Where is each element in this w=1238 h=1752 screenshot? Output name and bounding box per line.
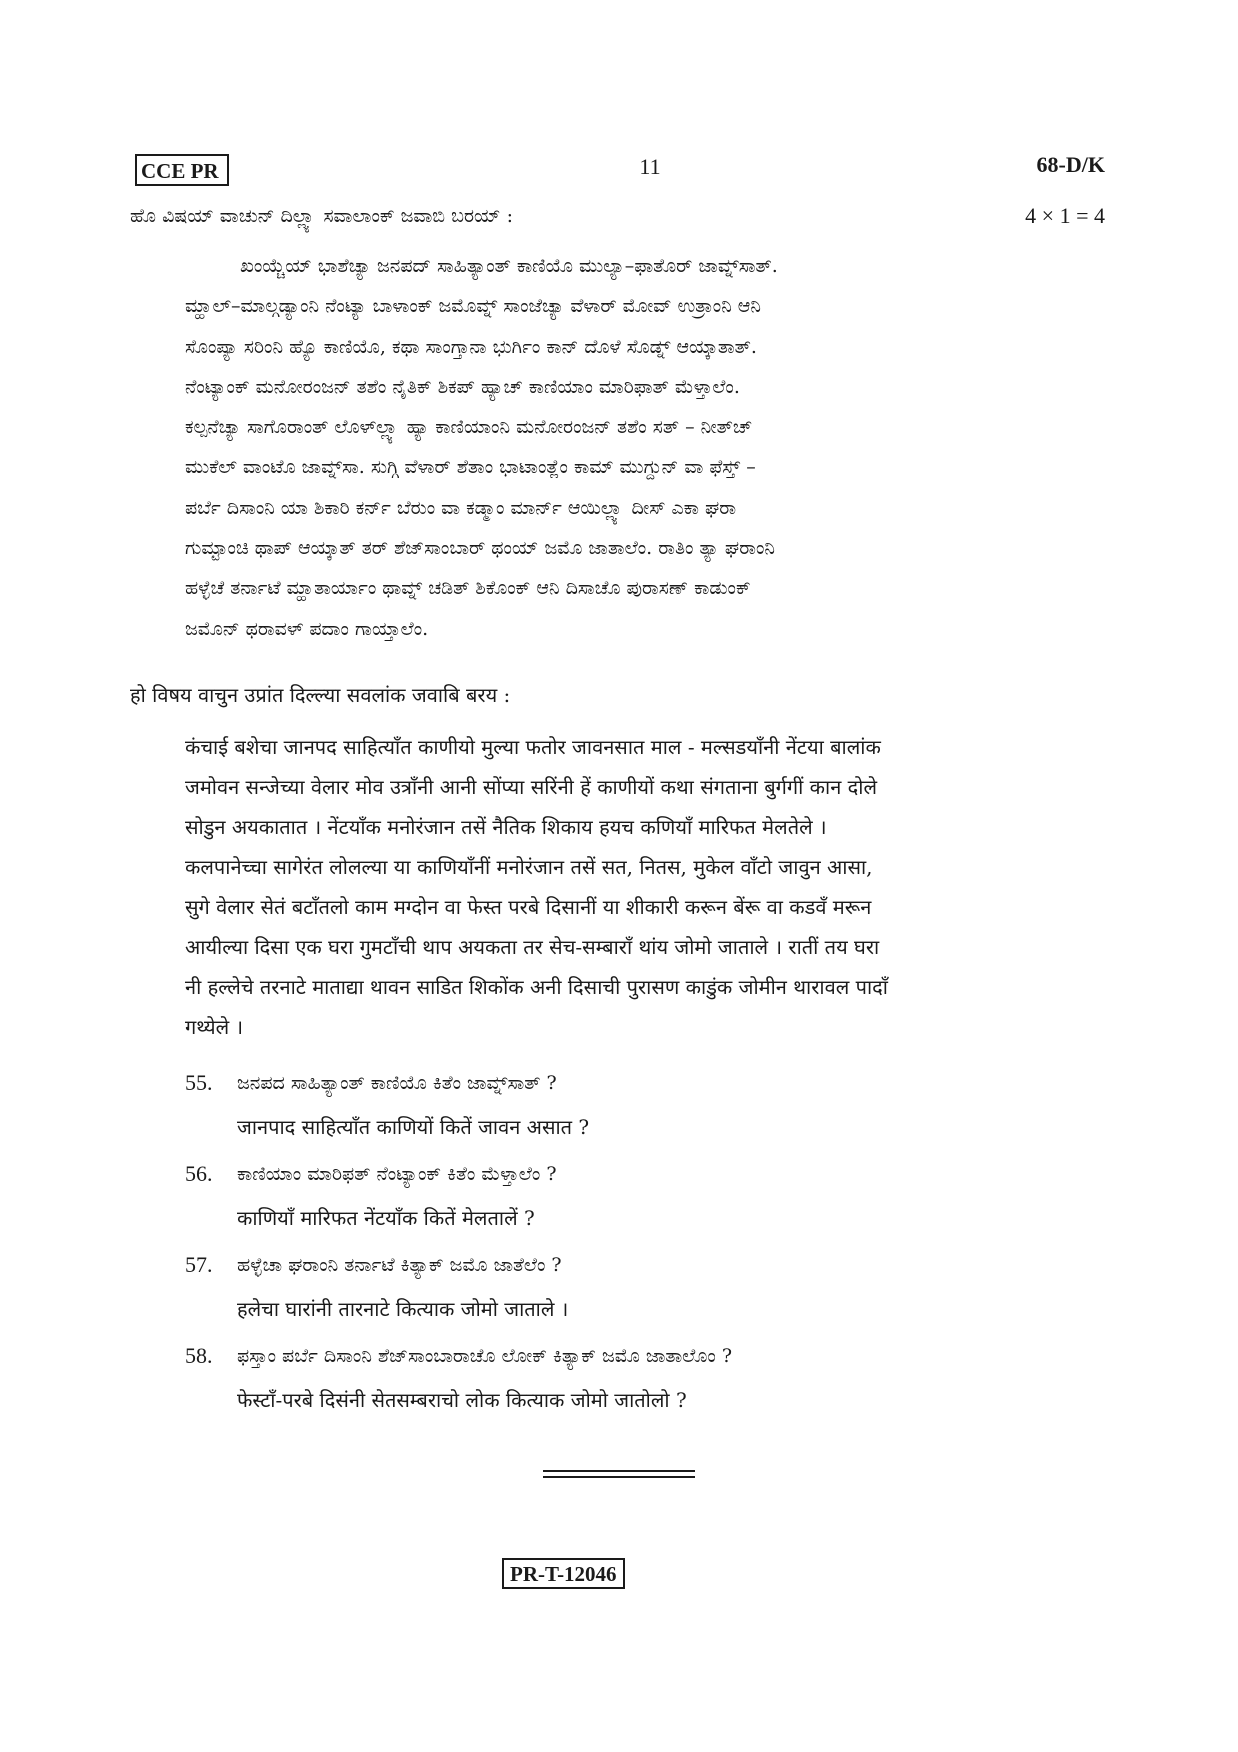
question-text-kannada: ಜನಪದ ಸಾಹಿತ್ಯಾಂತ್ ಕಾಣಿಯೊ ಕಿತೆಂ ಜಾವ್ನ್‌ಸಾತ್ ? [237, 1072, 557, 1094]
question-56 [185, 1155, 1105, 1246]
passage-line: ಮುಕೆಲ್ ವಾಂಟೊ ಜಾವ್ನ್‌ಸಾ. ಸುಗ್ಗಿ ವೆಳಾರ್ ಶೆತಾಂ ಭಾಟಾಂತ್ಲೆಂ ಕಾಮ್ ಮುಗ್ದುನ್ ವಾ ಫೆಸ್ತ್ – [185, 456, 756, 479]
question-text-devanagari: हलेचा घारांनी तारनाटे कित्याक जोमो जाताले । [237, 1297, 569, 1321]
passage-line: आयील्या दिसा एक घरा गुमटॉंची थाप अयकता तर सेच-सम्बारॉं थांय जोमो जाताले । रातीं तय घरा [185, 935, 880, 959]
question-text-devanagari: काणियॉं मारिफत नेंटयॉंक कितें मेलतालें ? [237, 1206, 535, 1230]
instruction-row [130, 200, 1105, 234]
section-end-divider [543, 1470, 695, 1478]
passage-line: सोडुन अयकातात । नेंटयॉंक मनोरंजान तसें नैतिक शिकाय हयच कणियॉं मारिफत मेलतेले । [185, 815, 827, 839]
passage-devanagari [185, 727, 1105, 1047]
question-number: 58. [185, 1343, 213, 1368]
question-text-devanagari: फेस्टॉं-परबे दिसंनी सेतसम्बराचो लोक कित्याक जोमो जातोलो ? [237, 1388, 687, 1412]
footer-code-badge: PR-T-12046 [502, 1558, 625, 1589]
paper-code: 68-D/K [1036, 152, 1105, 177]
passage-line: ಕಲ್ಪನೆಚ್ಯಾ ಸಾಗೊರಾಂತ್ ಲೊಳ್‌ಲ್ಲ್ಯಾ ಹ್ಯಾ ಕಾಣಿಯಾಂನಿ ಮನೋರಂಜನ್ ತಶೆಂ ಸತ್ – ನೀತ್‌ಚ್ [185, 416, 753, 439]
passage-line: ಮ್ಹಾಲ್–ಮಾಲ್ಗಡ್ಯಾಂನಿ ನೆಂಟ್ಯಾ ಬಾಳಾಂಕ್ ಜಮೊವ್ನ್ ಸಾಂಜೆಚ್ಯಾ ವೆಳಾರ್ ಮೋವ್ ಉತ್ರಾಂನಿ ಆನಿ [185, 295, 761, 318]
page-number: 11 [639, 154, 661, 179]
passage-line: ಹಳ್ಳೆಚೆ ತರ್ನಾಟೆ ಮ್ಹಾತಾರ್ಯಾಂ ಥಾವ್ನ್ ಚಡಿತ್ ಶಿಕೊಂಕ್ ಆನಿ ದಿಸಾಚೊ ಪುರಾಸಣ್ ಕಾಡುಂಕ್ [185, 577, 751, 600]
passage-line: ನೆಂಟ್ಯಾಂಕ್ ಮನೋರಂಜನ್ ತಶೆಂ ನೈತಿಕ್ ಶಿಕಪ್ ಹ್ಯಾಚ್ ಕಾಣಿಯಾಂ ಮಾರಿಫಾತ್ ಮೆಳ್ತಾಲೆಂ. [185, 375, 740, 398]
question-text-kannada: ಹಳ್ಳೆಚಾ ಘರಾಂನಿ ತರ್ನಾಟೆ ಕಿತ್ಯಾಕ್ ಜಮೊ ಜಾತೆಲೆಂ ? [237, 1254, 562, 1276]
instruction-kannada: ಹೊ ವಿಷಯ್ ವಾಚುನ್ ದಿಲ್ಲ್ಯಾ ಸವಾಲಾಂಕ್ ಜವಾಬಿ ಬರಯ್ : [130, 205, 513, 227]
passage-line: ಪರ್ಬೆ ದಿಸಾಂನಿ ಯಾ ಶಿಕಾರಿ ಕರ್ನ್ ಬೆರುಂ ವಾ ಕಡ್ಮಾಂ ಮಾರ್ನ್ ಆಯಿಲ್ಲ್ಯಾ ದೀಸ್ ಎಕಾ ಘರಾ [185, 496, 737, 519]
question-text-kannada: ಕಾಣಿಯಾಂ ಮಾರಿಫತ್ ನೆಂಟ್ಯಾಂಕ್ ಕಿತೆಂ ಮೆಳ್ತಾಲೆಂ ? [237, 1163, 557, 1185]
page-header [135, 150, 1105, 186]
instruction-devanagari: हो विषय वाचुन उप्रांत दिल्ल्या सवलांक जवाबि बरय : [130, 683, 511, 707]
question-55 [185, 1064, 1105, 1155]
passage-line: कंचाई बशेचा जानपद साहित्यॉंत काणीयो मुल्या फतोर जावनसात माल - मल्सडयॉंनी नेंटया बालांक [185, 735, 881, 759]
question-text-kannada: ಫಸ್ತಾಂ ಪರ್ಬೆ ದಿಸಾಂನಿ ಶೆಜ್‌ಸಾಂಬಾರಾಚೊ ಲೋಕ್ ಕಿತ್ಯಾಕ್ ಜಮೊ ಜಾತಾಲೊಂ ? [237, 1345, 733, 1367]
question-57 [185, 1246, 1105, 1337]
passage-line: ಗುಮ್ಟಾಂಚಿ ಥಾಪ್ ಆಯ್ಕಾತ್ ತರ್ ಶೆಜ್‌ಸಾಂಬಾರ್ ಥಂಯ್ ಜಮೊ ಜಾತಾಲೆಂ. ರಾತಿಂ ತ್ಯಾ ಘರಾಂನಿ [185, 537, 775, 560]
question-number: 55. [185, 1070, 213, 1095]
passage-line: सुगे वेलार सेतं बटॉंतलो काम मग्दोन वा फेस्त परबे दिसानीं या शीकारी करून बेंरू वा कडवँ मरून [185, 895, 872, 919]
passage-line: ಸೊಂಪ್ಯಾ ಸರಿಂನಿ ಹ್ಯೊ ಕಾಣಿಯೊ, ಕಥಾ ಸಾಂಗ್ತಾನಾ ಭುರ್ಗಿಂ ಕಾನ್ ದೊಳೆ ಸೊಡ್ನ್ ಆಯ್ಕಾತಾತ್. [185, 335, 757, 358]
passage-line: ಜಮೊನ್ ಥರಾವಳ್ ಪದಾಂ ಗಾಯ್ತಾಲೆಂ. [185, 617, 429, 640]
passage-line: नी हल्लेचे तरनाटे माताद्या थावन साडित शिकोंक अनी दिसाची पुरासण काडुंक जोमीन थारावल पादॉं [185, 975, 888, 999]
question-58 [185, 1337, 1105, 1428]
question-number: 56. [185, 1161, 213, 1186]
exam-code-badge: CCE PR [135, 154, 229, 186]
passage-kannada [185, 246, 1105, 649]
marks-allocation: 4 × 1 = 4 [1025, 203, 1105, 228]
passage-line: ಖಂಯ್ಚೆಯ್ ಭಾಶೆಚ್ಯಾ ಜನಪದ್ ಸಾಹಿತ್ಯಾಂತ್ ಕಾಣಿಯೊ ಮುಲ್ಯಾ–ಫಾತೊರ್ ಜಾವ್ನ್‌ಸಾತ್. [240, 255, 778, 277]
passage-line: कलपानेच्चा सागेरंत लोलल्या या काणियॉंनीं मनोरंजान तसें सत, नितस, मुकेल वॉंटो जावुन आसा, [185, 855, 873, 879]
passage-line: जमोवन सन्जेच्या वेलार मोव उत्रॉंनी आनी सोंप्या सरिंनी हें काणीयों कथा संगताना बुर्गगीं कान दोले [185, 775, 878, 799]
question-text-devanagari: जानपाद साहित्यॉंत काणियों कितें जावन असात ? [237, 1115, 590, 1139]
passage-line: गथ्येले । [185, 1015, 244, 1039]
question-number: 57. [185, 1252, 213, 1277]
question-list [185, 1064, 1105, 1428]
